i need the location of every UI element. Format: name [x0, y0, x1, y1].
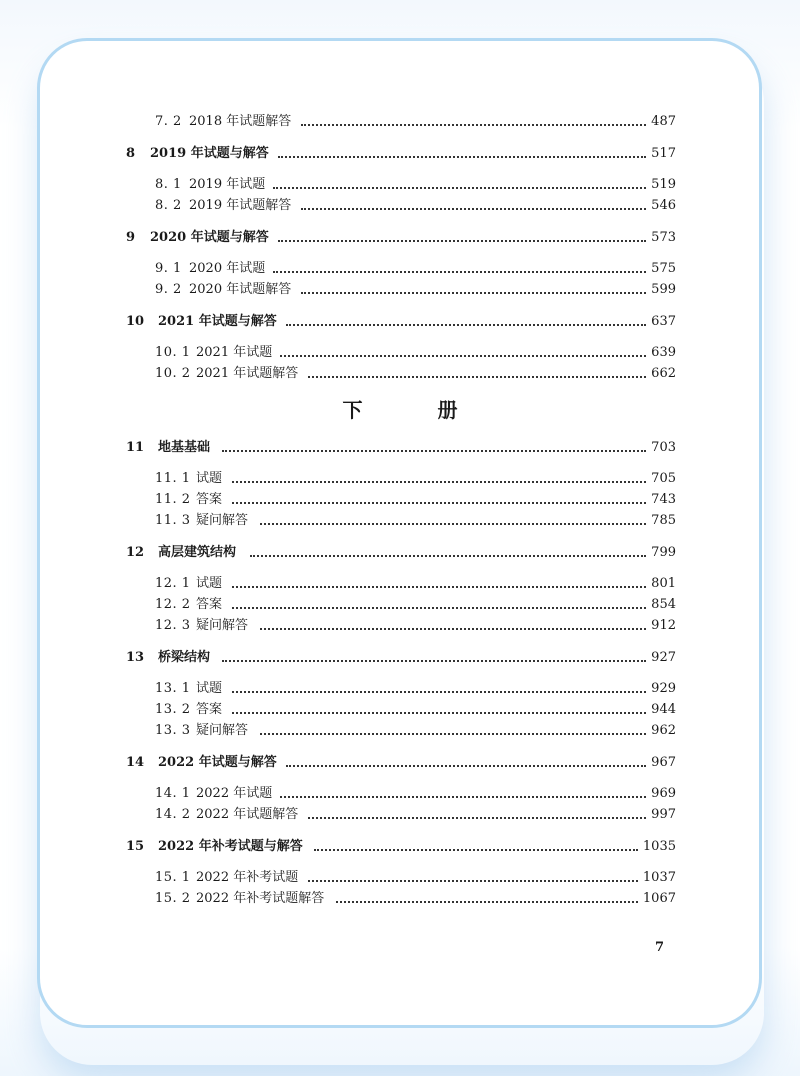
dot-leader: [301, 124, 646, 126]
dot-leader: [286, 324, 646, 326]
toc-section-entry[interactable]: [0, 596, 676, 614]
toc-section-entry[interactable]: [0, 491, 676, 509]
toc-entry-number: 11. 3: [155, 513, 191, 528]
toc-entry-title: 2019 年试题与解答: [150, 146, 269, 161]
toc-entry-number: 7. 2: [155, 114, 182, 129]
toc-entry-title: 2018 年试题解答: [189, 114, 292, 129]
dot-leader: [232, 586, 646, 588]
toc-entry-number: 14: [126, 755, 145, 770]
toc-entry-page: 854: [651, 597, 676, 612]
toc-entry-page: 519: [651, 177, 676, 192]
toc-entry-page: 743: [651, 492, 676, 507]
toc-chapter-entry[interactable]: [0, 313, 676, 331]
dot-leader: [278, 156, 646, 158]
toc-entry-title: 2021 年试题解答: [196, 366, 299, 381]
toc-entry-number: 9. 2: [155, 282, 182, 297]
toc-entry-title: 2020 年试题与解答: [150, 230, 269, 245]
toc-entry-number: 8. 1: [155, 177, 182, 192]
toc-section-entry[interactable]: [0, 470, 676, 488]
toc-entry-number: 11: [126, 440, 145, 455]
dot-leader: [280, 796, 646, 798]
dot-leader: [232, 607, 646, 609]
toc-entry-title: 2021 年试题: [196, 345, 273, 360]
toc-chapter-entry[interactable]: [0, 649, 676, 667]
page-number: 7: [655, 940, 665, 955]
toc-entry-number: 10. 1: [155, 345, 191, 360]
dot-leader: [286, 765, 646, 767]
toc-entry-page: 967: [651, 755, 676, 770]
dot-leader: [232, 712, 646, 714]
toc-entry-number: 10. 2: [155, 366, 191, 381]
dot-leader: [222, 450, 646, 452]
toc-entry-number: 13. 3: [155, 723, 191, 738]
toc-entry-page: 487: [651, 114, 676, 129]
toc-section-entry[interactable]: [0, 512, 676, 530]
toc-entry-title: 2022 年补考试题解答: [196, 891, 325, 906]
toc-entry-number: 12: [126, 545, 145, 560]
toc-section-entry[interactable]: [0, 344, 676, 362]
toc-chapter-entry[interactable]: [0, 145, 676, 163]
dot-leader: [280, 355, 646, 357]
toc-entry-number: 15. 2: [155, 891, 191, 906]
toc-section-entry[interactable]: [0, 617, 676, 635]
toc-entry-page: 1037: [642, 870, 676, 885]
dot-leader: [301, 208, 646, 210]
toc-entry-number: 11. 1: [155, 471, 191, 486]
toc-entry-title: 2021 年试题与解答: [158, 314, 277, 329]
toc-chapter-entry[interactable]: [0, 544, 676, 562]
toc-entry-page: 1035: [642, 839, 676, 854]
toc-entry-number: 8. 2: [155, 198, 182, 213]
dot-leader: [260, 733, 646, 735]
toc-entry-number: 13. 2: [155, 702, 191, 717]
toc-section-entry[interactable]: [0, 785, 676, 803]
toc-section-entry[interactable]: [0, 701, 676, 719]
toc-entry-number: 12. 2: [155, 597, 191, 612]
toc-entry-page: 637: [651, 314, 676, 329]
toc-entry-number: 9: [126, 230, 136, 245]
toc-entry-page: 599: [651, 282, 676, 297]
toc-entry-page: 517: [651, 146, 676, 161]
dot-leader: [314, 849, 638, 851]
dot-leader: [260, 628, 646, 630]
toc-entry-page: 927: [651, 650, 676, 665]
toc-section-entry[interactable]: [0, 260, 676, 278]
toc-entry-title: 2022 年补考试题: [196, 870, 299, 885]
toc-entry-page: 969: [651, 786, 676, 801]
toc-entry-title: 2022 年试题解答: [196, 807, 299, 822]
dot-leader: [273, 271, 646, 273]
toc-entry-number: 14. 1: [155, 786, 191, 801]
toc-entry-title: 疑问解答: [196, 513, 249, 528]
toc-chapter-entry[interactable]: [0, 439, 676, 457]
toc-entry-page: 799: [651, 545, 676, 560]
dot-leader: [308, 376, 646, 378]
toc-entry-title: 桥梁结构: [158, 650, 211, 665]
toc-entry-page: 912: [651, 618, 676, 633]
toc-entry-number: 13. 1: [155, 681, 191, 696]
toc-entry-number: 13: [126, 650, 145, 665]
toc-section-entry[interactable]: [0, 365, 676, 383]
toc-entry-page: 962: [651, 723, 676, 738]
volume-heading: 下 册: [342, 398, 492, 422]
toc-entry-title: 2019 年试题: [189, 177, 266, 192]
toc-entry-title: 试题: [196, 471, 223, 486]
dot-leader: [222, 660, 646, 662]
toc-entry-title: 试题: [196, 576, 223, 591]
toc-entry-title: 疑问解答: [196, 723, 249, 738]
toc-entry-number: 9. 1: [155, 261, 182, 276]
dot-leader: [278, 240, 646, 242]
toc-entry-page: 944: [651, 702, 676, 717]
toc-entry-title: 疑问解答: [196, 618, 249, 633]
toc-section-entry[interactable]: [0, 806, 676, 824]
toc-section-entry[interactable]: [0, 197, 676, 215]
toc-entry-page: 703: [651, 440, 676, 455]
toc-entry-title: 答案: [196, 597, 223, 612]
toc-chapter-entry[interactable]: [0, 229, 676, 247]
toc-entry-number: 15. 1: [155, 870, 191, 885]
dot-leader: [260, 523, 646, 525]
toc-entry-number: 8: [126, 146, 136, 161]
toc-section-entry[interactable]: [0, 281, 676, 299]
toc-entry-page: 997: [651, 807, 676, 822]
toc-entry-page: 929: [651, 681, 676, 696]
dot-leader: [308, 817, 646, 819]
toc-entry-title: 2020 年试题解答: [189, 282, 292, 297]
toc-entry-page: 1067: [642, 891, 676, 906]
toc-section-entry[interactable]: [0, 113, 676, 131]
dot-leader: [301, 292, 646, 294]
toc-entry-title: 试题: [196, 681, 223, 696]
toc-entry-page: 785: [651, 513, 676, 528]
dot-leader: [232, 502, 646, 504]
toc-section-entry[interactable]: [0, 176, 676, 194]
toc-chapter-entry[interactable]: [0, 838, 676, 856]
toc-entry-page: 801: [651, 576, 676, 591]
toc-entry-title: 2022 年补考试题与解答: [158, 839, 303, 854]
dot-leader: [308, 880, 639, 882]
dot-leader: [273, 187, 646, 189]
dot-leader: [232, 481, 646, 483]
toc-entry-page: 639: [651, 345, 676, 360]
toc-entry-number: 15: [126, 839, 145, 854]
toc-entry-page: 546: [651, 198, 676, 213]
toc-entry-page: 705: [651, 471, 676, 486]
toc-section-entry[interactable]: [0, 869, 676, 887]
toc-section-entry[interactable]: [0, 890, 676, 908]
toc-entry-number: 12. 3: [155, 618, 191, 633]
toc-entry-number: 12. 1: [155, 576, 191, 591]
toc-entry-title: 答案: [196, 492, 223, 507]
toc-entry-title: 2022 年试题与解答: [158, 755, 277, 770]
toc-entry-page: 575: [651, 261, 676, 276]
toc-entry-page: 662: [651, 366, 676, 381]
dot-leader: [232, 691, 646, 693]
toc-chapter-entry[interactable]: [0, 754, 676, 772]
toc-entry-title: 高层建筑结构: [158, 545, 237, 560]
toc-entry-page: 573: [651, 230, 676, 245]
toc-entry-title: 2020 年试题: [189, 261, 266, 276]
toc-section-entry[interactable]: [0, 722, 676, 740]
toc-entry-title: 答案: [196, 702, 223, 717]
toc-entry-number: 10: [126, 314, 145, 329]
toc-section-entry[interactable]: [0, 680, 676, 698]
dot-leader: [336, 901, 639, 903]
toc-entry-number: 14. 2: [155, 807, 191, 822]
toc-section-entry[interactable]: [0, 575, 676, 593]
toc-entry-title: 2019 年试题解答: [189, 198, 292, 213]
toc-entry-title: 2022 年试题: [196, 786, 273, 801]
dot-leader: [250, 555, 646, 557]
toc-entry-title: 地基基础: [158, 440, 211, 455]
toc-entry-number: 11. 2: [155, 492, 191, 507]
